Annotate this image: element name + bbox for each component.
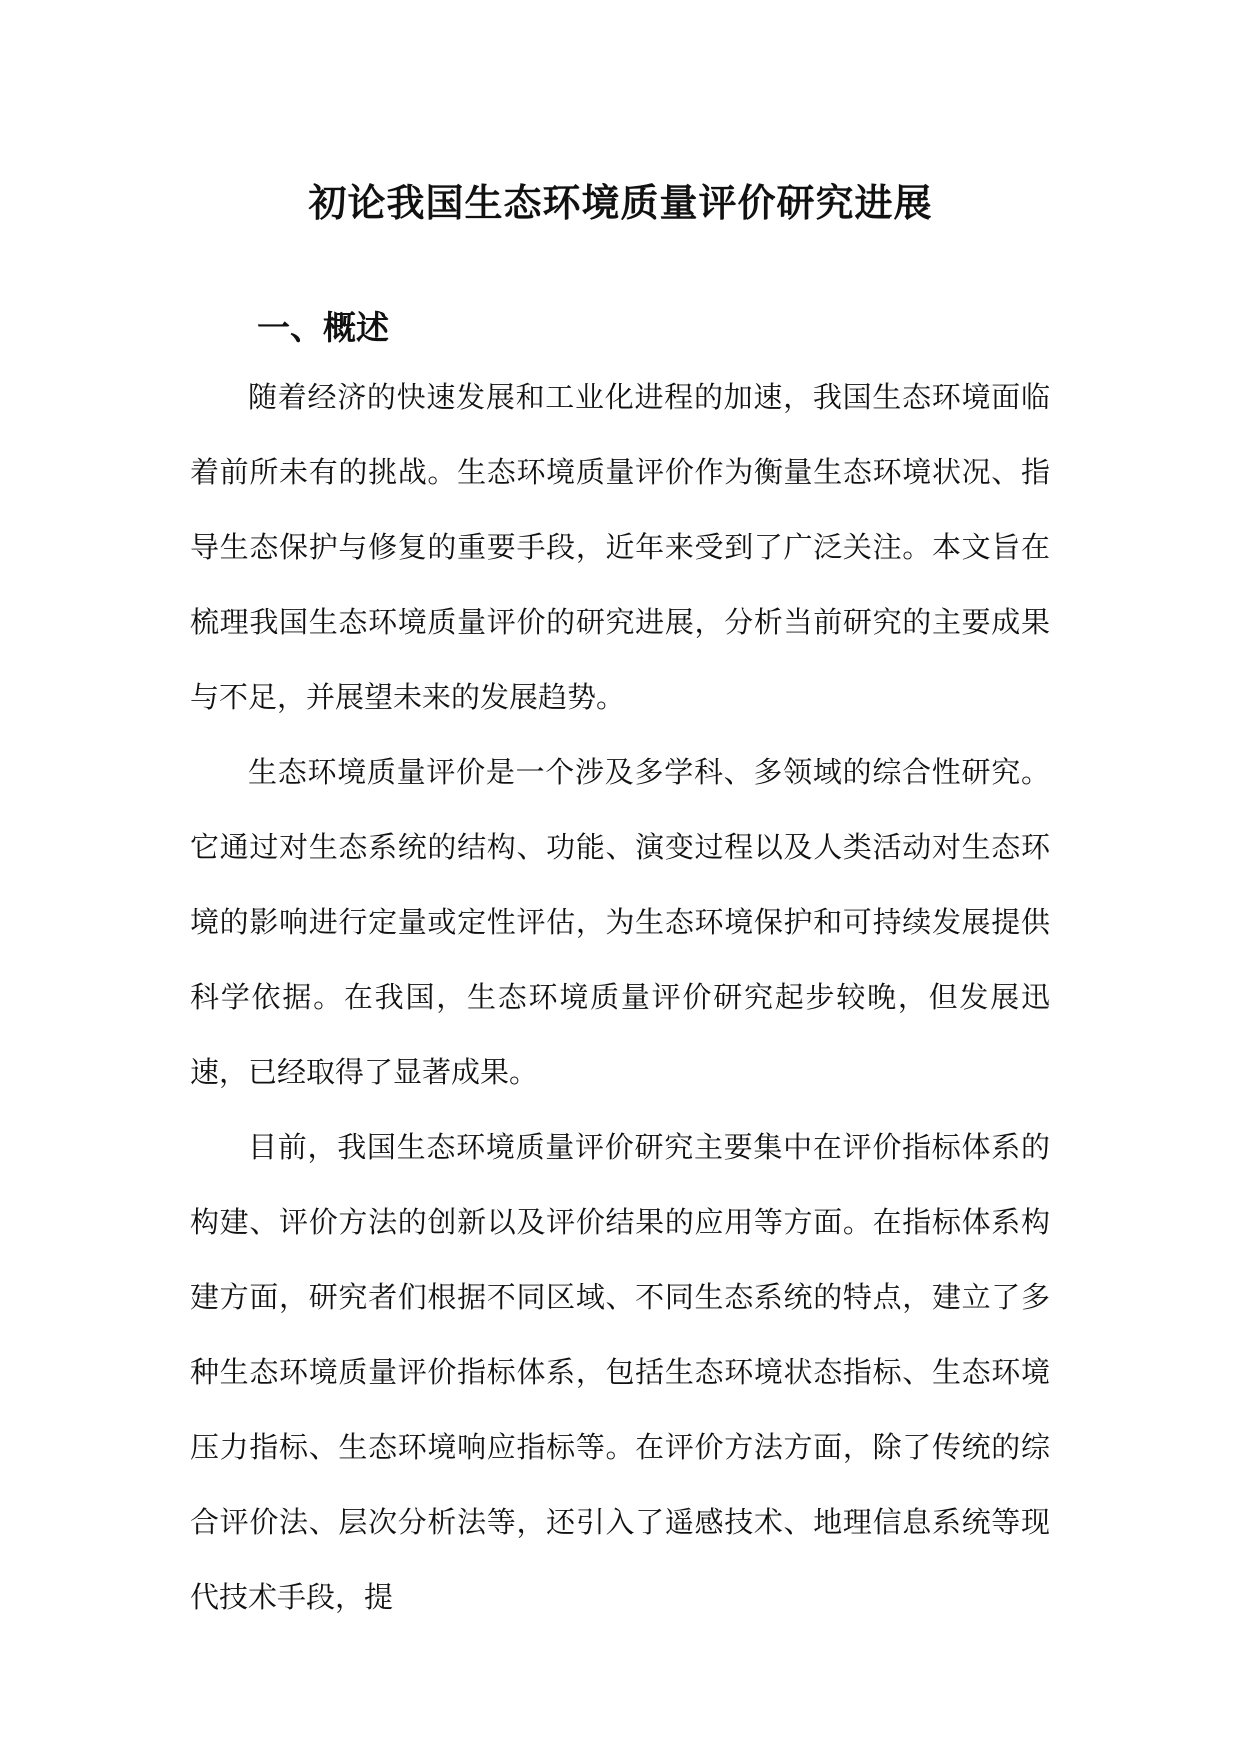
section-heading: 一、概述 <box>257 308 389 348</box>
paragraph-1: 随着经济的快速发展和工业化进程的加速，我国生态环境面临着前所未有的挑战。生态环境质量评价作为衡量生态环境状况、指导生态保护与修复的重要手段，近年来受到了广泛关注。本文旨在梳理我国生态环境质量评价的研究进展，分析当前研究的主要成果与不足，并展望未来的发展趋势。 <box>190 380 1050 714</box>
paragraph-3: 目前，我国生态环境质量评价研究主要集中在评价指标体系的构建、评价方法的创新以及评价结果的应用等方面。在指标体系构建方面，研究者们根据不同区域、不同生态系统的特点，建立了多种生态环境质量评价指标体系，包括生态环境状态指标、生态环境压力指标、生态环境响应指标等。在评价方法方面，除了传统的综合评价法、层次分析法等，还引入了遥感技术、地理信息系统等现代技术手段，提 <box>190 1130 1050 1614</box>
body-text <box>190 360 1050 1635</box>
document-title: 初论我国生态环境质量评价研究进展 <box>308 180 933 226</box>
paragraph-2: 生态环境质量评价是一个涉及多学科、多领域的综合性研究。它通过对生态系统的结构、功能、演变过程以及人类活动对生态环境的影响进行定量或定性评估，为生态环境保护和可持续发展提供科学依据。在我国，生态环境质量评价研究起步较晚，但发展迅速，已经取得了显著成果。 <box>190 755 1050 1089</box>
